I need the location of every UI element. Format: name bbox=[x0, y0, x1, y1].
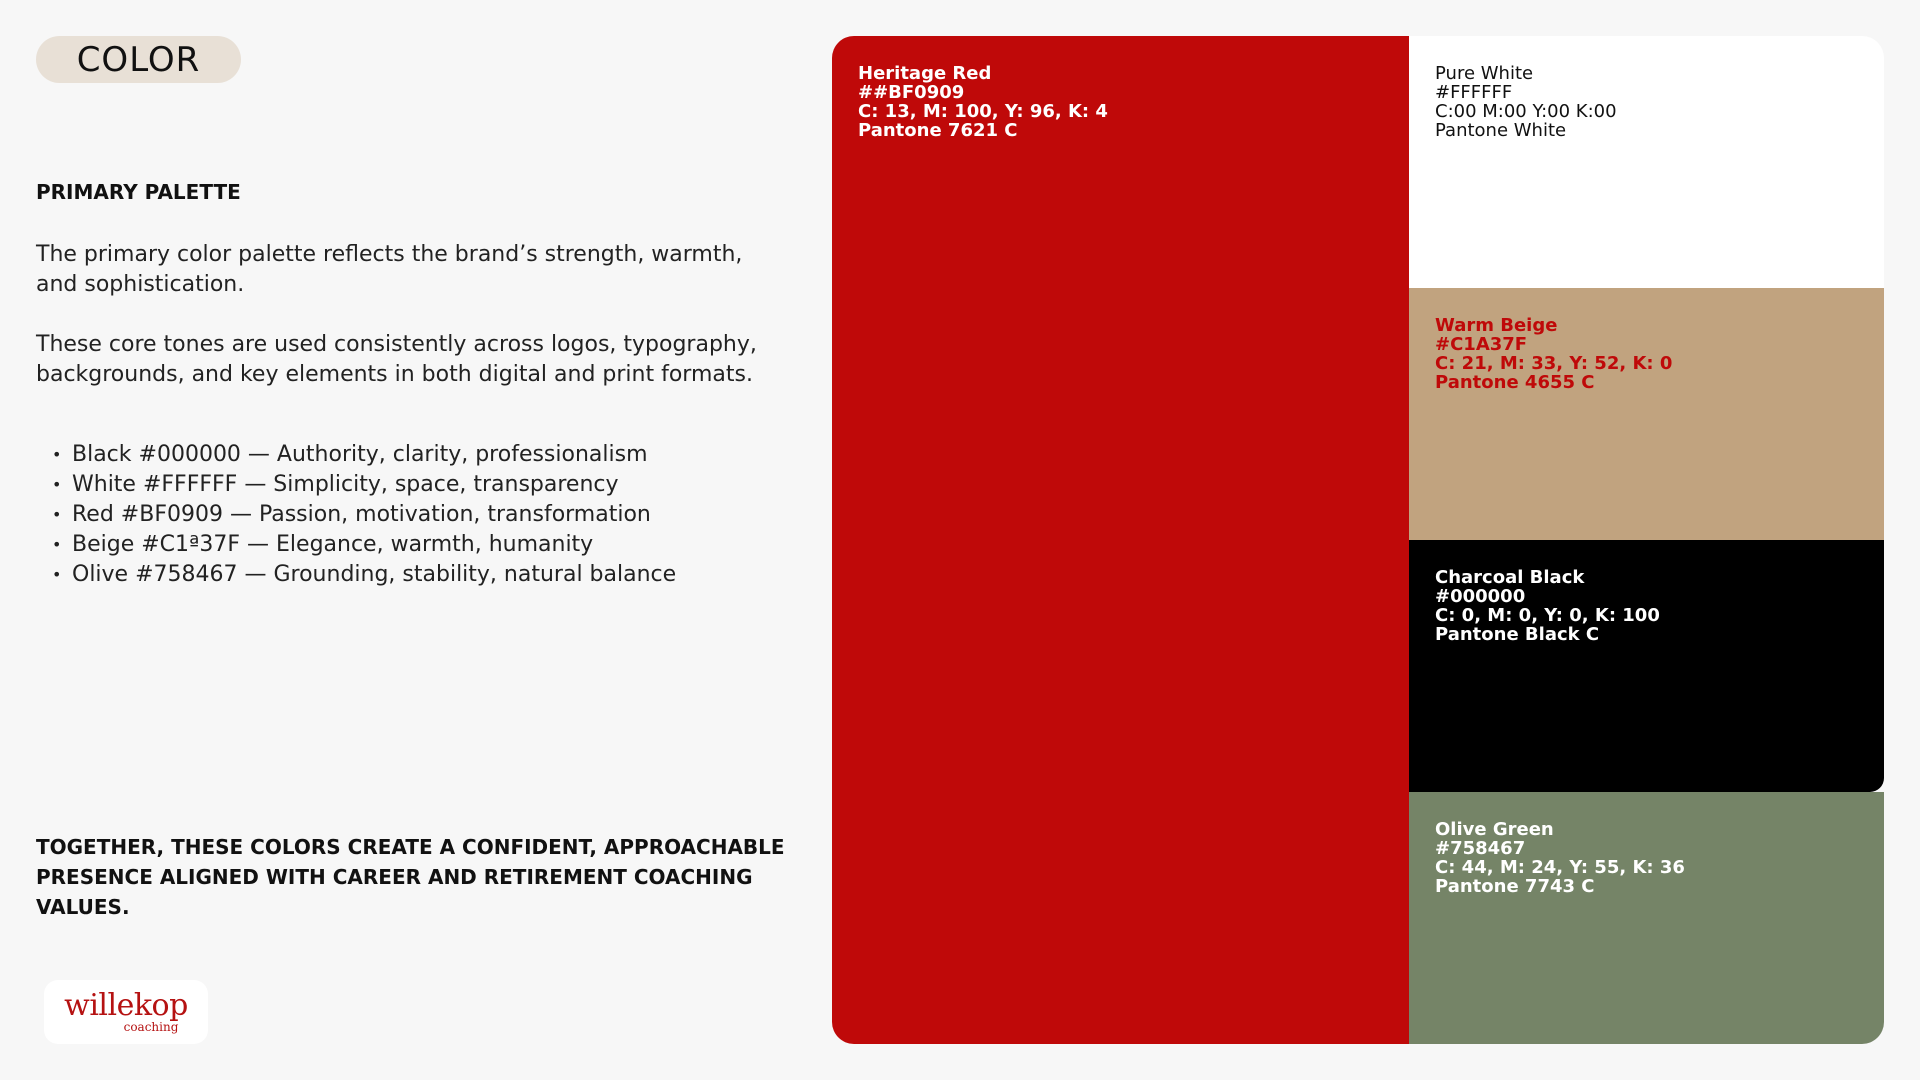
bullet-dot-icon: • bbox=[52, 505, 62, 524]
swatch-charcoal-black bbox=[1409, 540, 1884, 792]
swatch-cmyk: C: 21, M: 33, Y: 52, K: 0 bbox=[1435, 353, 1673, 374]
bullet-item-red bbox=[50, 500, 676, 530]
swatch-pure-white bbox=[1409, 36, 1884, 288]
swatch-warm-beige bbox=[1409, 288, 1884, 540]
swatch-cmyk: C:00 M:00 Y:00 K:00 bbox=[1435, 101, 1617, 122]
intro-paragraph-2: These core tones are used consistently across logos, typography, backgrounds, and key elements in both digital and print formats. bbox=[36, 332, 757, 387]
color-bullet-list bbox=[50, 440, 676, 590]
bullet-item-beige bbox=[50, 530, 676, 560]
swatch-name: Warm Beige bbox=[1435, 315, 1558, 336]
section-heading: PRIMARY PALETTE bbox=[36, 180, 241, 204]
swatch-cmyk: C: 0, M: 0, Y: 0, K: 100 bbox=[1435, 605, 1660, 626]
swatch-name: Charcoal Black bbox=[1435, 567, 1585, 588]
palette-grid bbox=[832, 36, 1884, 1044]
bullet-item-olive bbox=[50, 560, 676, 590]
bullet-text: Red #BF0909 — Passion, motivation, transformation bbox=[72, 502, 651, 527]
swatch-hex: #758467 bbox=[1435, 838, 1526, 859]
swatch-heritage-red bbox=[832, 36, 1409, 1044]
swatch-pantone: Pantone 7621 C bbox=[858, 120, 1018, 141]
intro-paragraph-1: The primary color palette reflects the brand’s strength, warmth, and sophistication. bbox=[36, 242, 743, 297]
bullet-item-white bbox=[50, 470, 676, 500]
swatch-cmyk: C: 44, M: 24, Y: 55, K: 36 bbox=[1435, 857, 1685, 878]
swatch-olive-green bbox=[1409, 792, 1884, 1044]
bullet-dot-icon: • bbox=[52, 475, 62, 494]
swatch-pantone: Pantone Black C bbox=[1435, 624, 1600, 645]
swatch-hex: #C1A37F bbox=[1435, 334, 1528, 355]
swatch-pantone: Pantone 7743 C bbox=[1435, 876, 1595, 897]
bullet-item-black bbox=[50, 440, 676, 470]
swatch-pantone: Pantone 4655 C bbox=[1435, 372, 1595, 393]
swatch-hex: #000000 bbox=[1435, 586, 1526, 607]
bullet-dot-icon: • bbox=[52, 445, 62, 464]
logo-wordmark: willekop bbox=[64, 987, 188, 1023]
bullet-dot-icon: • bbox=[52, 565, 62, 584]
page-title: COLOR bbox=[76, 39, 201, 80]
brand-logo bbox=[44, 980, 208, 1044]
bullet-dot-icon: • bbox=[52, 535, 62, 554]
bullet-text: White #FFFFFF — Simplicity, space, transparency bbox=[72, 472, 619, 497]
bullet-text: Olive #758467 — Grounding, stability, natural balance bbox=[72, 562, 677, 587]
bullet-text: Beige #C1ª37F — Elegance, warmth, humanity bbox=[72, 532, 594, 557]
swatch-cmyk: C: 13, M: 100, Y: 96, K: 4 bbox=[858, 101, 1108, 122]
swatch-name: Olive Green bbox=[1435, 819, 1554, 840]
swatch-name: Pure White bbox=[1435, 63, 1534, 84]
swatch-hex: ##BF0909 bbox=[858, 82, 965, 103]
swatch-hex: #FFFFFF bbox=[1435, 82, 1513, 103]
bullet-text: Black #000000 — Authority, clarity, professionalism bbox=[72, 442, 648, 467]
closing-statement: TOGETHER, THESE COLORS CREATE A CONFIDENT, APPROACHABLE PRESENCE ALIGNED WITH CAREER AND RETIREMENT COACHING VALUES. bbox=[36, 835, 785, 919]
page-title-pill bbox=[36, 36, 241, 83]
swatch-pantone: Pantone White bbox=[1435, 120, 1567, 141]
swatch-name: Heritage Red bbox=[858, 63, 992, 84]
logo-tagline: coaching bbox=[123, 1019, 179, 1034]
